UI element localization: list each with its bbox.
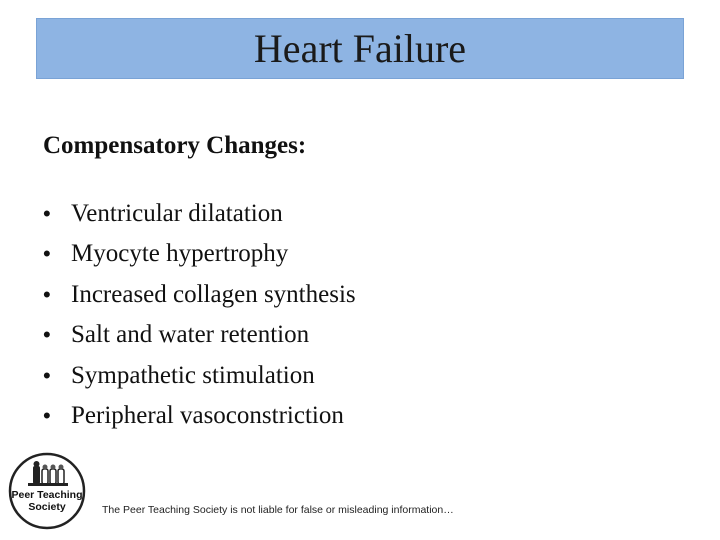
bullet-icon: • xyxy=(43,281,51,307)
bullet-text: Ventricular dilatation xyxy=(71,200,283,227)
title-bar xyxy=(36,18,684,79)
logo-text-line1: Peer Teaching xyxy=(11,489,83,501)
bullet-item xyxy=(43,281,356,321)
slide-title: Heart Failure xyxy=(253,25,467,71)
bullet-icon: • xyxy=(43,402,51,428)
bullet-item xyxy=(43,402,356,442)
bullet-text: Salt and water retention xyxy=(71,321,310,349)
bullet-text: Myocyte hypertrophy xyxy=(71,240,289,268)
logo-text-line2: Society xyxy=(28,501,66,513)
bullet-text: Sympathetic stimulation xyxy=(71,361,315,389)
bullet-text: Increased collagen synthesis xyxy=(71,280,356,308)
bullet-item xyxy=(43,321,356,361)
bullet-icon: • xyxy=(43,322,51,348)
bullet-icon: • xyxy=(43,201,51,226)
bullet-text: Peripheral vasoconstriction xyxy=(71,401,344,429)
bullet-icon: • xyxy=(43,241,51,267)
peer-teaching-society-logo xyxy=(6,452,88,530)
bullet-item xyxy=(43,362,356,402)
bullet-item xyxy=(43,240,356,280)
bullet-list xyxy=(43,200,356,442)
disclaimer-text: The Peer Teaching Society is not liable for false or misleading information… xyxy=(102,504,454,516)
bullet-item xyxy=(43,200,356,240)
bullet-icon: • xyxy=(43,362,51,388)
section-heading: Compensatory Changes: xyxy=(43,132,307,159)
